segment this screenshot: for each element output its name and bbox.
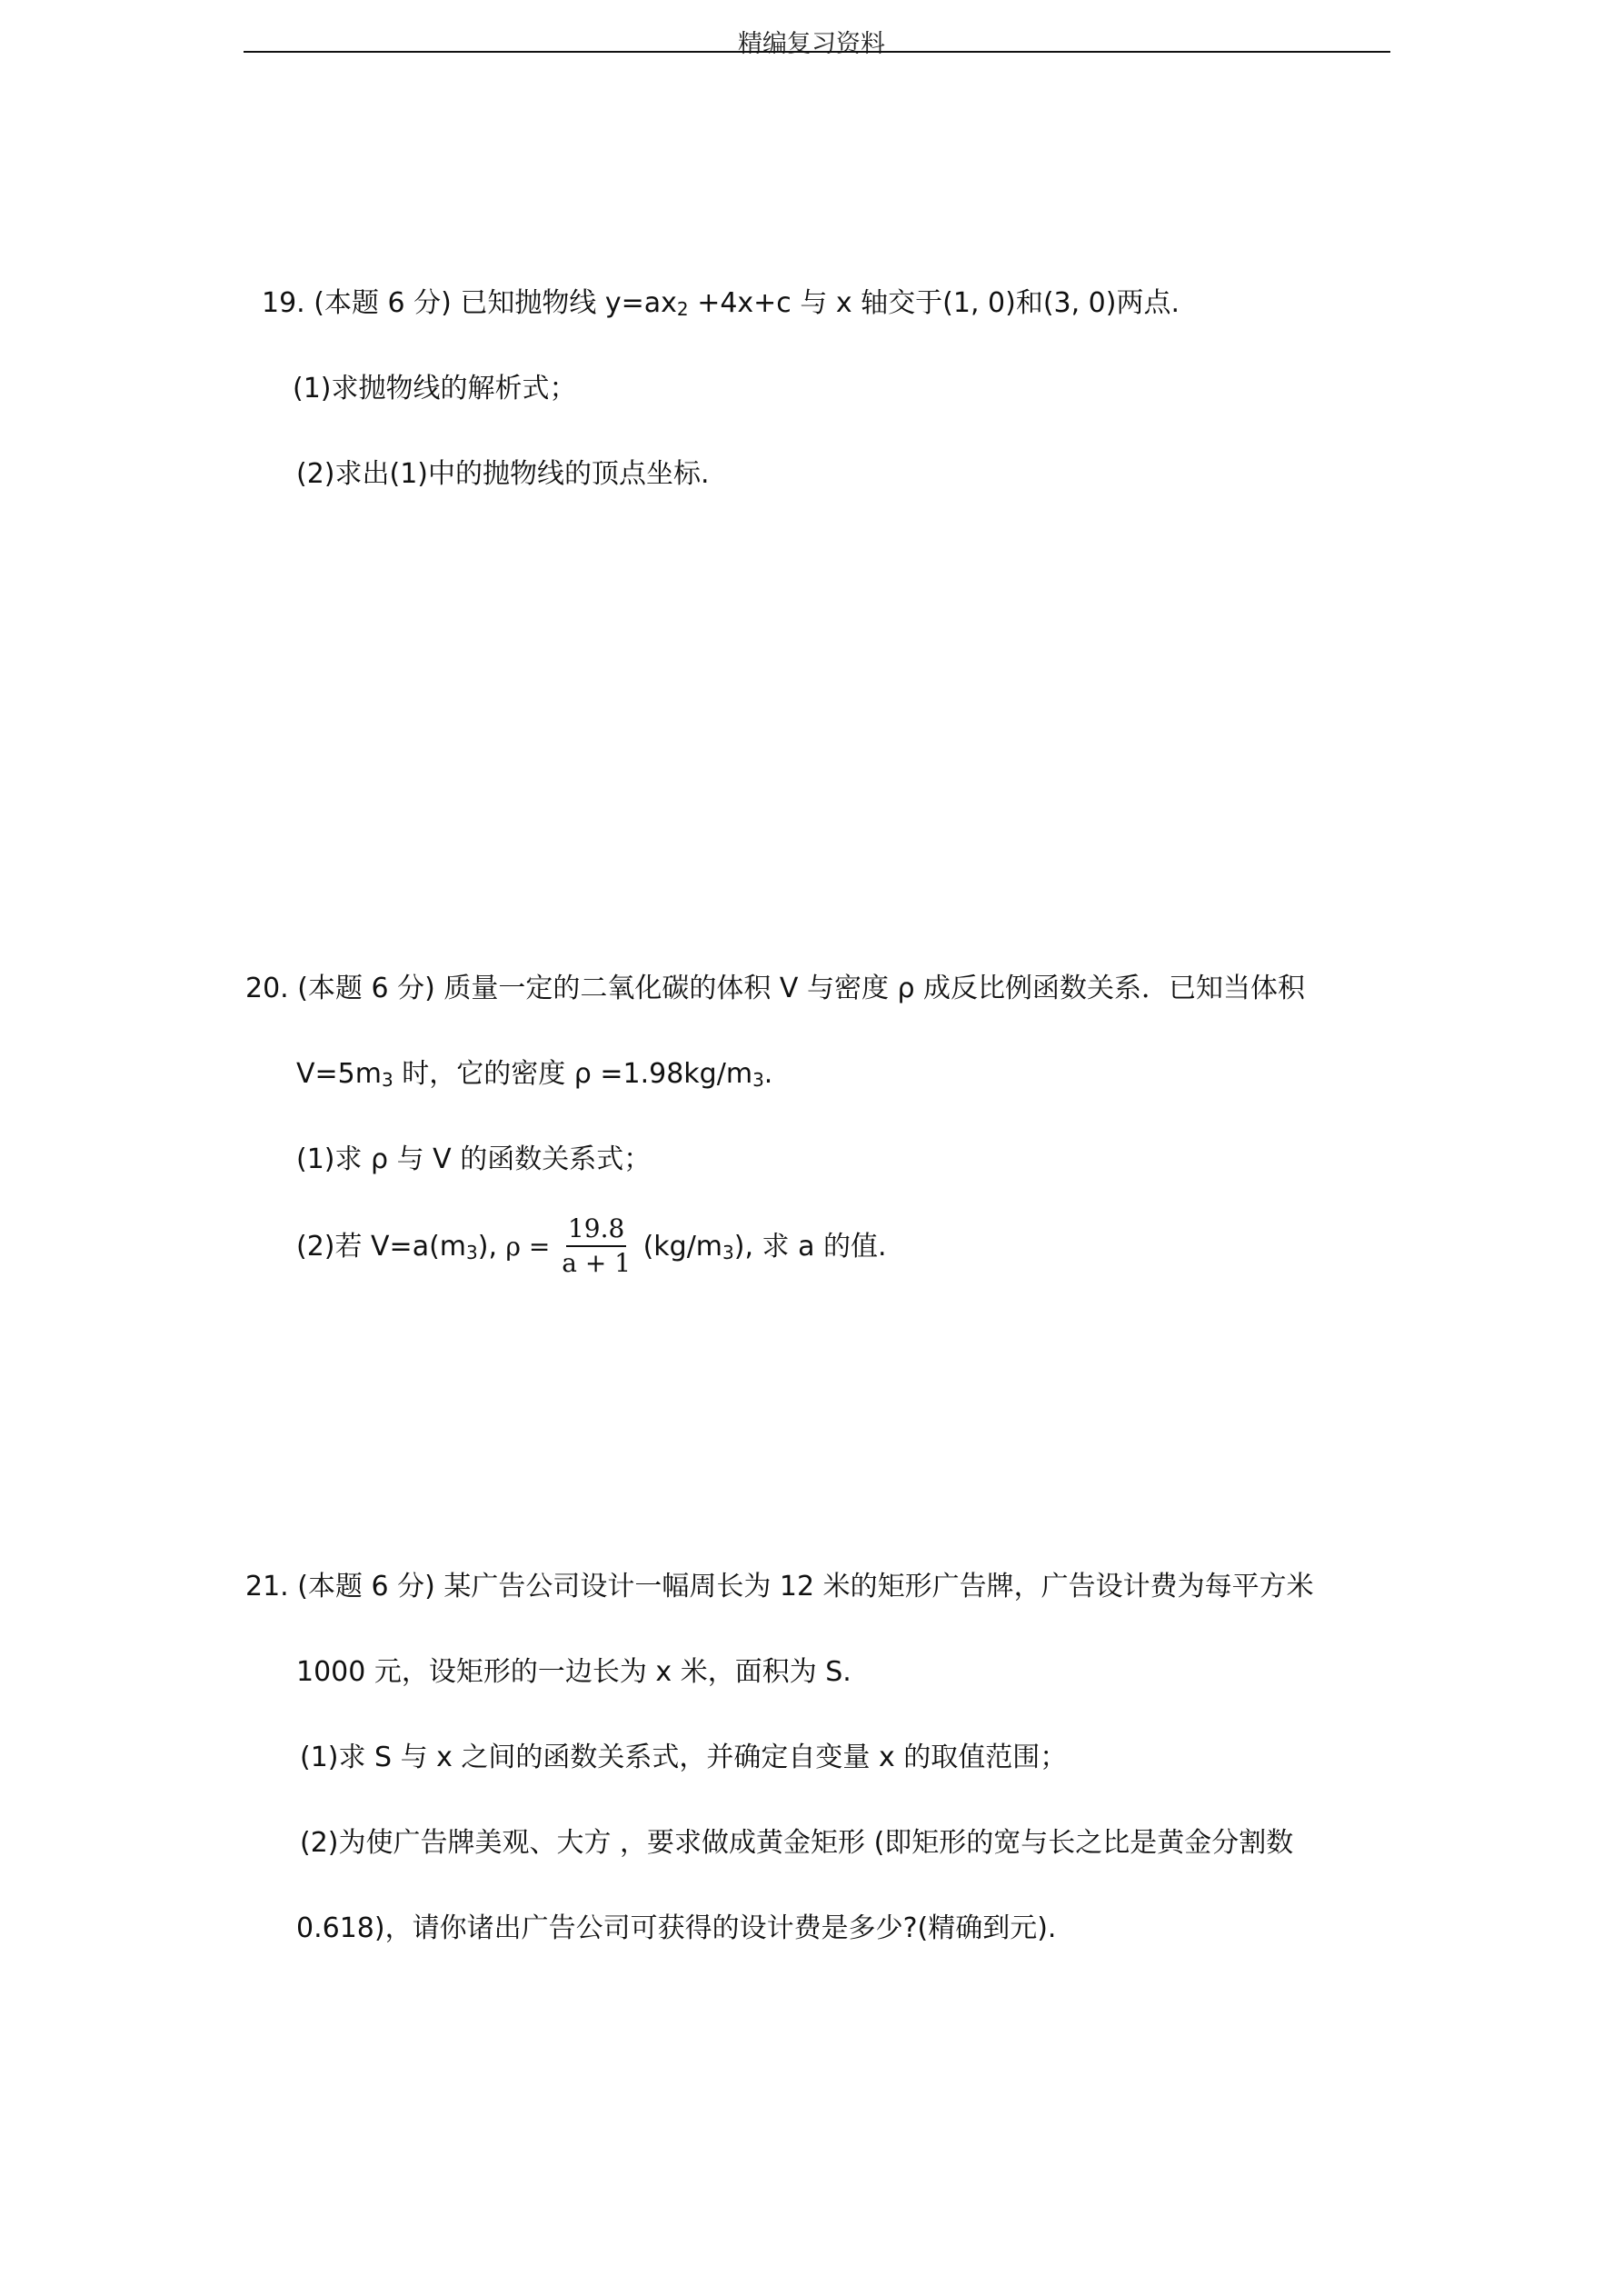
- q21-part-1: (1)求 S 与 x 之间的函数关系式，并确定自变量 x 的取值范围；: [300, 1742, 1068, 1773]
- q20-stem-cont: [296, 1058, 772, 1096]
- q20-unit-sub-1: 3: [381, 1069, 393, 1091]
- q20-part-2-text-a: (2)若 V=a(m: [296, 1231, 467, 1263]
- q19-stem-text-a: 19. (本题 6 分) 已知抛物线 y=ax: [262, 287, 677, 319]
- header-divider: [244, 51, 1390, 53]
- q19-part-2: (2)求出(1)中的抛物线的顶点坐标.: [296, 458, 710, 490]
- q20-stem: 20. (本题 6 分) 质量一定的二氧化碳的体积 V 与密度 ρ 成反比例函数关系．已知当体积: [245, 973, 1306, 1004]
- q19-stem: [262, 287, 1180, 325]
- density-fraction: [562, 1214, 631, 1278]
- q21-stem: 21. (本题 6 分) 某广告公司设计一幅周长为 12 米的矩形广告牌，广告设计费为每平方米: [245, 1571, 1314, 1602]
- q20-period: .: [763, 1058, 773, 1090]
- q20-part-2: [296, 1211, 887, 1289]
- q20-part-2-sub-1: 3: [466, 1242, 478, 1263]
- q21-part-2: (2)为使广告牌美观、大方 ，要求做成黄金矩形 (即矩形的宽与长之比是黄金分割数: [300, 1827, 1294, 1859]
- q21-part-2-cont: 0.618)，请你诸出广告公司可获得的设计费是多少?(精确到元).: [296, 1912, 1057, 1944]
- q21-stem-cont: 1000 元，设矩形的一边长为 x 米，面积为 S.: [296, 1656, 851, 1688]
- fraction-denominator: a + 1: [562, 1247, 632, 1278]
- page-header-title: 精编复习资料: [738, 30, 885, 58]
- q19-stem-text-b: +4x+c 与 x 轴交于(1, 0)和(3, 0)两点.: [688, 287, 1180, 319]
- q19-exponent: 2: [676, 298, 689, 320]
- rho-equals: ρ =: [505, 1232, 559, 1262]
- q19-part-1: (1)求抛物线的解析式；: [293, 373, 577, 404]
- q20-density-text: 时，它的密度 ρ =1.98kg/m: [393, 1058, 753, 1090]
- q20-unit-sub-2: 3: [752, 1069, 764, 1091]
- fraction-numerator: 19.8: [566, 1214, 626, 1247]
- q20-part-2-text-d: ), 求 a 的值.: [733, 1231, 887, 1263]
- q20-volume-text: V=5m: [296, 1058, 382, 1090]
- q20-part-1: (1)求 ρ 与 V 的函数关系式；: [296, 1143, 652, 1175]
- q20-part-2-sub-2: 3: [722, 1242, 734, 1263]
- q20-part-2-text-b: ),: [477, 1231, 506, 1263]
- q20-part-2-text-c: (kg/m: [634, 1231, 723, 1263]
